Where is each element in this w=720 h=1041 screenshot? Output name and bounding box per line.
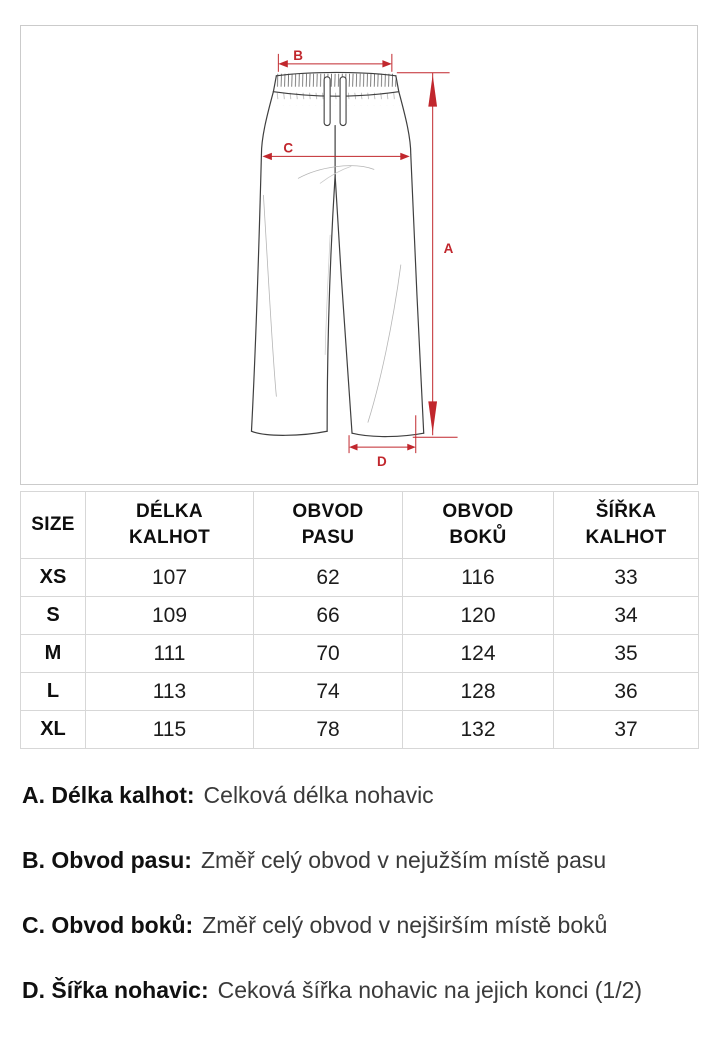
value-cell: 66: [254, 597, 403, 635]
dimension-d-label: D: [377, 454, 387, 470]
header-size: SIZE: [21, 492, 86, 559]
size-label: S: [21, 597, 86, 635]
value-cell: 70: [254, 635, 403, 673]
table-row-l: [21, 673, 699, 711]
header-sirka-kalhot: ŠÍŘKA KALHOT: [554, 492, 699, 559]
table-header-row: [21, 492, 699, 559]
value-cell: 36: [554, 673, 699, 711]
legend-text: Ceková šířka nohavic na jejich konci (1/2): [217, 977, 643, 1003]
size-table: [20, 491, 699, 749]
dimension-d: [349, 415, 416, 469]
value-cell: 120: [403, 597, 554, 635]
pants-measurement-diagram: [21, 26, 697, 484]
table-row-s: [21, 597, 699, 635]
size-label: L: [21, 673, 86, 711]
table-row-xs: [21, 559, 699, 597]
value-cell: 111: [86, 635, 254, 673]
value-cell: 124: [403, 635, 554, 673]
dimension-c-label: C: [283, 140, 294, 156]
measurement-legend: [22, 781, 716, 1041]
header-delka-kalhot: DÉLKA KALHOT: [86, 492, 254, 559]
value-cell: 115: [86, 711, 254, 749]
value-cell: 37: [554, 711, 699, 749]
table-row-xl: [21, 711, 699, 749]
value-cell: 74: [254, 673, 403, 711]
header-obvod-pasu: OBVOD PASU: [254, 492, 403, 559]
size-label: XS: [21, 559, 86, 597]
dimension-a-label: A: [443, 241, 454, 257]
legend-item-c: [22, 911, 716, 939]
value-cell: 33: [554, 559, 699, 597]
value-cell: 35: [554, 635, 699, 673]
legend-item-d: [22, 976, 716, 1004]
header-obvod-boku: OBVOD BOKŮ: [403, 492, 554, 559]
drawstring-cord: [340, 77, 346, 126]
legend-text: Celková délka nohavic: [203, 782, 434, 808]
dimension-b: [278, 48, 392, 72]
value-cell: 128: [403, 673, 554, 711]
legend-item-b: [22, 846, 716, 874]
size-label: M: [21, 635, 86, 673]
value-cell: 62: [254, 559, 403, 597]
dimension-a: [397, 73, 458, 437]
value-cell: 107: [86, 559, 254, 597]
size-diagram-frame: [20, 25, 698, 485]
drawstring-cord: [324, 77, 330, 126]
legend-label: A. Délka kalhot:: [22, 782, 195, 808]
legend-label: D. Šířka nohavic:: [22, 977, 209, 1003]
dimension-c: [262, 140, 409, 160]
value-cell: 116: [403, 559, 554, 597]
pants-drawing: [251, 72, 423, 436]
value-cell: 78: [254, 711, 403, 749]
dimension-b-label: B: [293, 47, 304, 63]
legend-label: C. Obvod boků:: [22, 912, 194, 938]
legend-label: B. Obvod pasu:: [22, 847, 192, 873]
legend-text: Změř celý obvod v nejužším místě pasu: [200, 847, 607, 873]
value-cell: 34: [554, 597, 699, 635]
value-cell: 113: [86, 673, 254, 711]
legend-text: Změř celý obvod v nejširším místě boků: [202, 912, 608, 938]
value-cell: 132: [403, 711, 554, 749]
legend-item-a: [22, 781, 716, 809]
table-row-m: [21, 635, 699, 673]
size-label: XL: [21, 711, 86, 749]
value-cell: 109: [86, 597, 254, 635]
